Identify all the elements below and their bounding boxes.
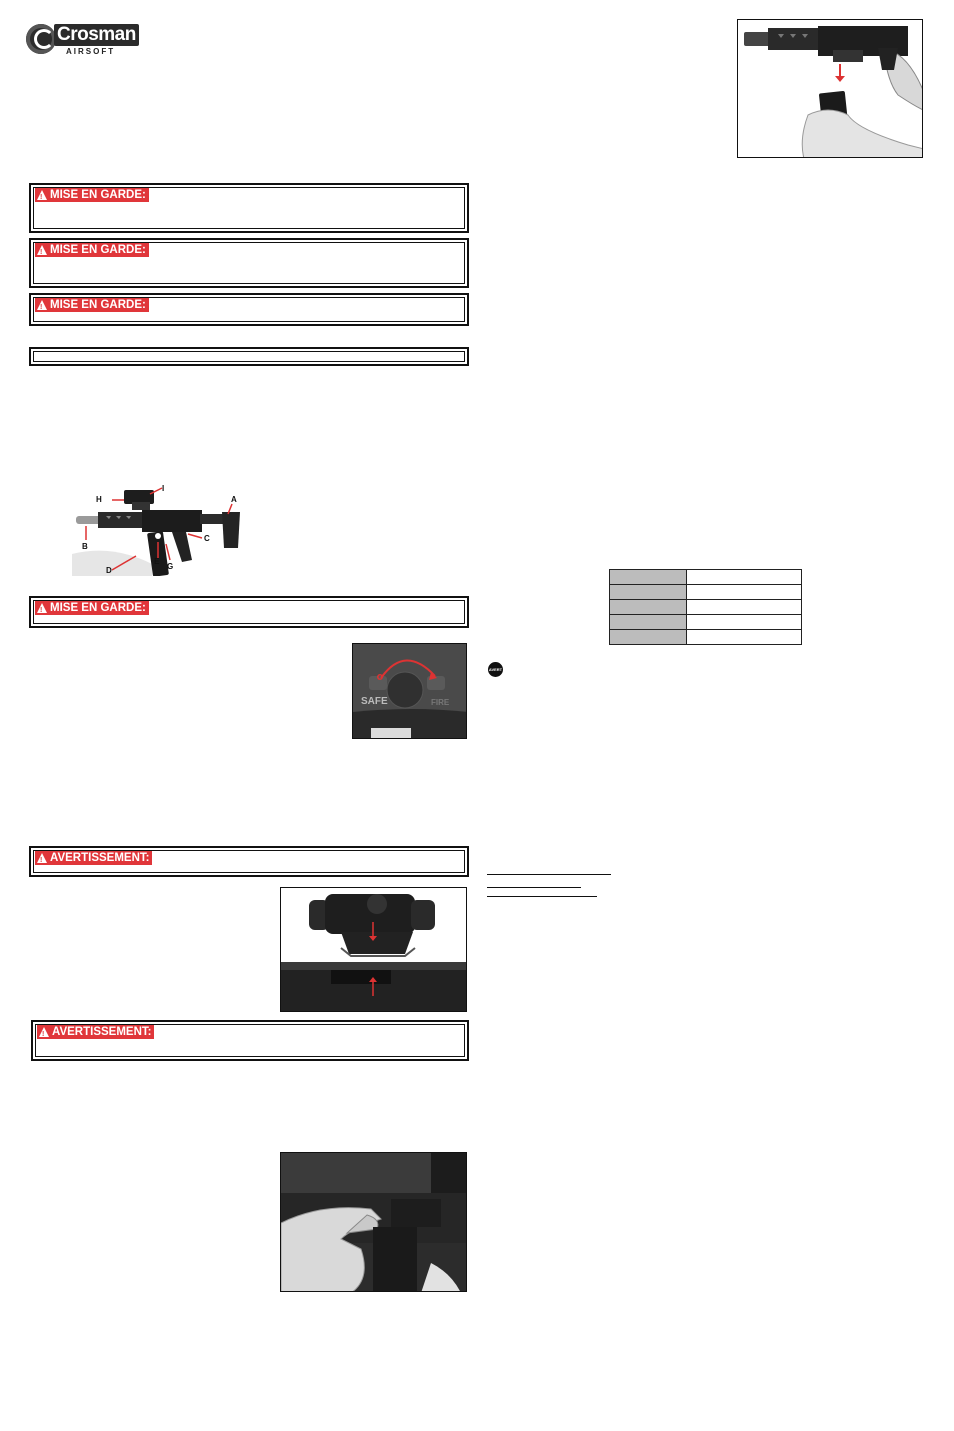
underline-link-3[interactable] (487, 896, 597, 897)
table-cell-header (610, 585, 687, 600)
safe-label: SAFE (361, 696, 388, 707)
table-cell-value (687, 600, 802, 615)
notice-box-empty (29, 347, 469, 366)
logo-wordmark: Crosman (54, 24, 139, 46)
warning-triangle-icon (37, 853, 47, 863)
warning-box-4 (29, 596, 469, 628)
table-row (610, 615, 802, 630)
diagram-label-d: D (106, 566, 112, 575)
table-row (610, 570, 802, 585)
warning-box-2 (29, 238, 469, 288)
warning-box-3 (29, 293, 469, 326)
diagram-label-b: B (82, 542, 88, 551)
table-cell-header (610, 630, 687, 645)
diagram-label-e: E (154, 557, 160, 566)
warning-label-2: ! MISE EN GARDE: (35, 243, 149, 257)
table-cell-value (687, 630, 802, 645)
photo-sight-mount (280, 887, 467, 1012)
table-cell-header (610, 600, 687, 615)
table-cell-header (610, 615, 687, 630)
rifle-parts-diagram (72, 484, 242, 576)
warning-label-1: ! MISE EN GARDE: (35, 188, 149, 202)
diagram-label-i: I (162, 484, 165, 493)
table-row (610, 585, 802, 600)
fire-label: FIRE (431, 698, 450, 707)
warning-triangle-icon (39, 1027, 49, 1037)
table-row (610, 600, 802, 615)
warning-triangle-icon (37, 603, 47, 613)
note-badge-icon: AVERT (488, 662, 503, 677)
specifications-table (609, 569, 802, 645)
table-cell-value (687, 615, 802, 630)
diagram-label-c: C (204, 534, 210, 543)
warning-triangle-icon (37, 245, 47, 255)
logo-c-mark (34, 29, 54, 49)
table-cell-value (687, 570, 802, 585)
diagram-label-h: H (96, 495, 102, 504)
avertissement-box-1 (29, 846, 469, 877)
avertissement-label-2: ! AVERTISSEMENT: (37, 1025, 154, 1039)
logo-subtitle: AIRSOFT (66, 47, 116, 56)
avertissement-box-2 (31, 1020, 469, 1061)
avertissement-label-1: ! AVERTISSEMENT: (35, 851, 152, 865)
underline-link-2[interactable] (487, 887, 581, 888)
diagram-label-g: G (167, 562, 174, 571)
photo-magazine-insert (737, 19, 923, 158)
table-cell-header (610, 570, 687, 585)
photo-magazine-release (280, 1152, 467, 1292)
warning-box-1 (29, 183, 469, 233)
warning-label-3: ! MISE EN GARDE: (35, 298, 149, 312)
photo-safety-selector (352, 643, 467, 739)
table-cell-value (687, 585, 802, 600)
underline-link-1[interactable] (487, 874, 611, 875)
crosman-logo (26, 22, 136, 56)
warning-label-4: ! MISE EN GARDE: (35, 601, 149, 615)
table-row (610, 630, 802, 645)
warning-triangle-icon (37, 300, 47, 310)
warning-triangle-icon (37, 190, 47, 200)
diagram-label-a: A (231, 495, 237, 504)
